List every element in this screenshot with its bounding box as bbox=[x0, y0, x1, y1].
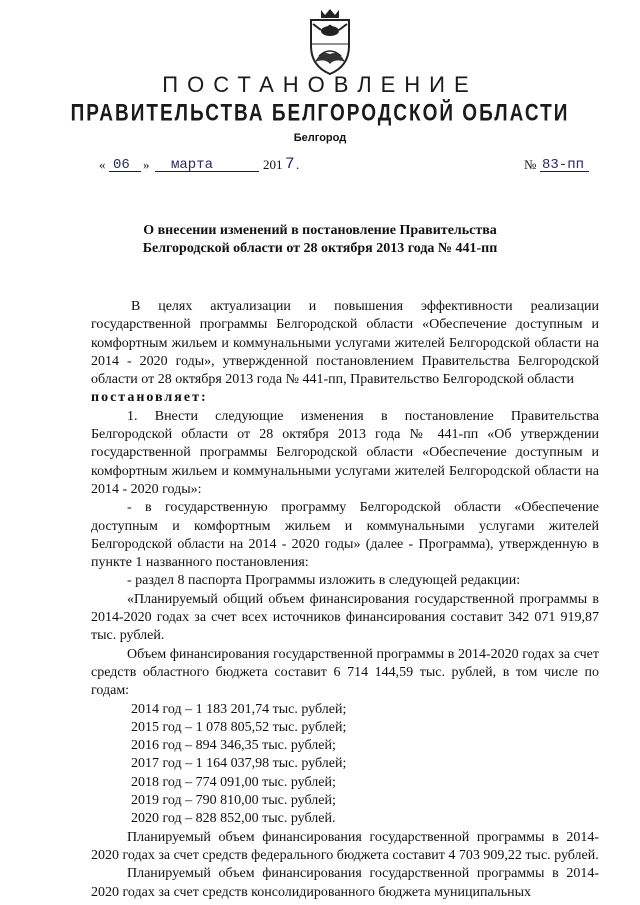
regional-funding-paragraph: Объем финансирования государственной программы в 2014-2020 годах за счет средств областного бюджета составит 6 714 144,59 тыс. рублей, в том числе по годам: bbox=[91, 646, 599, 699]
list-item: 2019 год – 790 810,00 тыс. рублей; bbox=[131, 793, 336, 809]
intro-paragraph: В целях актуализации и повышения эффективности реализации государственной программы Белгородской области «Обеспечение доступным и комфортным жильем и коммунальными услугами жителей Белгородской области на 2014 - 2020 годы», утвержденной постановлением Правительства Белгородской области от 28 октября 2013 года № 441-пп, Правительство Белгородской области bbox=[91, 299, 599, 388]
federal-funding-paragraph: Планируемый объем финансирования государственной программы в 2014-2020 годах за счет средств федерального бюджета составит 4 703 909,22 тыс. рублей. bbox=[91, 829, 599, 863]
date-year-digit: 7 bbox=[285, 155, 295, 173]
list-item: 2016 год – 894 346,35 тыс. рублей; bbox=[131, 738, 336, 754]
date-open-quote: « bbox=[99, 157, 106, 172]
date-year-suffix: . bbox=[296, 157, 300, 172]
date-month: марта bbox=[171, 157, 214, 173]
item-1-paragraph: 1. Внести следующие изменения в постановление Правительства Белгородской области от 28 октября 2013 года № 441-пп «Об утверждении государственной программы Белгородской области «Обеспечение доступным и комфортным жильем и коммунальными услугами жителей Белгородской области на 2014 - 2020 годы»: bbox=[91, 408, 599, 497]
coat-of-arms-icon bbox=[301, 6, 359, 76]
city-name: Белгород bbox=[293, 132, 347, 144]
sub-item-program: - в государственную программу Белгородской области «Обеспечение доступным и комфортным жильем и коммунальными услугами жителей Белгородской области на 2014 - 2020 годы» (далее - Программа), утвержденную в пункте 1 названного постановления: bbox=[91, 500, 599, 571]
date-number-line bbox=[95, 155, 595, 177]
document-body bbox=[91, 298, 599, 902]
sub-item-section: - раздел 8 паспорта Программы изложить в следующей редакции: bbox=[127, 573, 521, 589]
document-number: 83-пп bbox=[542, 157, 585, 173]
list-item: 2015 год – 1 078 805,52 тыс. рублей; bbox=[131, 719, 347, 735]
list-item: 2017 год – 1 164 037,98 тыс. рублей; bbox=[131, 756, 347, 772]
decree-word bbox=[91, 389, 599, 407]
document-title bbox=[0, 222, 640, 258]
document-type: ПОСТАНОВЛЕНИЕ bbox=[162, 72, 478, 97]
yearly-funding-list bbox=[91, 701, 599, 829]
title-line-1: О внесении изменений в постановление Правительства bbox=[143, 223, 497, 238]
list-item: 2014 год – 1 183 201,74 тыс. рублей; bbox=[131, 701, 347, 717]
total-funding-paragraph: «Планируемый общий объем финансирования государственной программы в 2014-2020 годах за счет всех источников финансирования составит 342 071 919,87 тыс. рублей. bbox=[91, 591, 599, 644]
number-label: № bbox=[524, 157, 537, 172]
list-item: 2018 год – 774 091,00 тыс. рублей; bbox=[131, 774, 336, 790]
list-item: 2020 год – 828 852,00 тыс. рублей. bbox=[131, 811, 336, 827]
decree-word-text: постановляет: bbox=[91, 390, 208, 406]
date-year-prefix: 201 bbox=[263, 157, 283, 172]
municipal-funding-paragraph: Планируемый объем финансирования государственной программы в 2014-2020 годах за счет средств консолидированного бюджета муниципальных bbox=[91, 866, 599, 900]
title-line-2: Белгородской области от 28 октября 2013 года № 441-пп bbox=[142, 241, 498, 256]
date-close-quote: » bbox=[143, 157, 150, 172]
date-day: 06 bbox=[113, 157, 130, 173]
issuing-authority: ПРАВИТЕЛЬСТВА БЕЛГОРОДСКОЙ ОБЛАСТИ bbox=[70, 100, 570, 127]
